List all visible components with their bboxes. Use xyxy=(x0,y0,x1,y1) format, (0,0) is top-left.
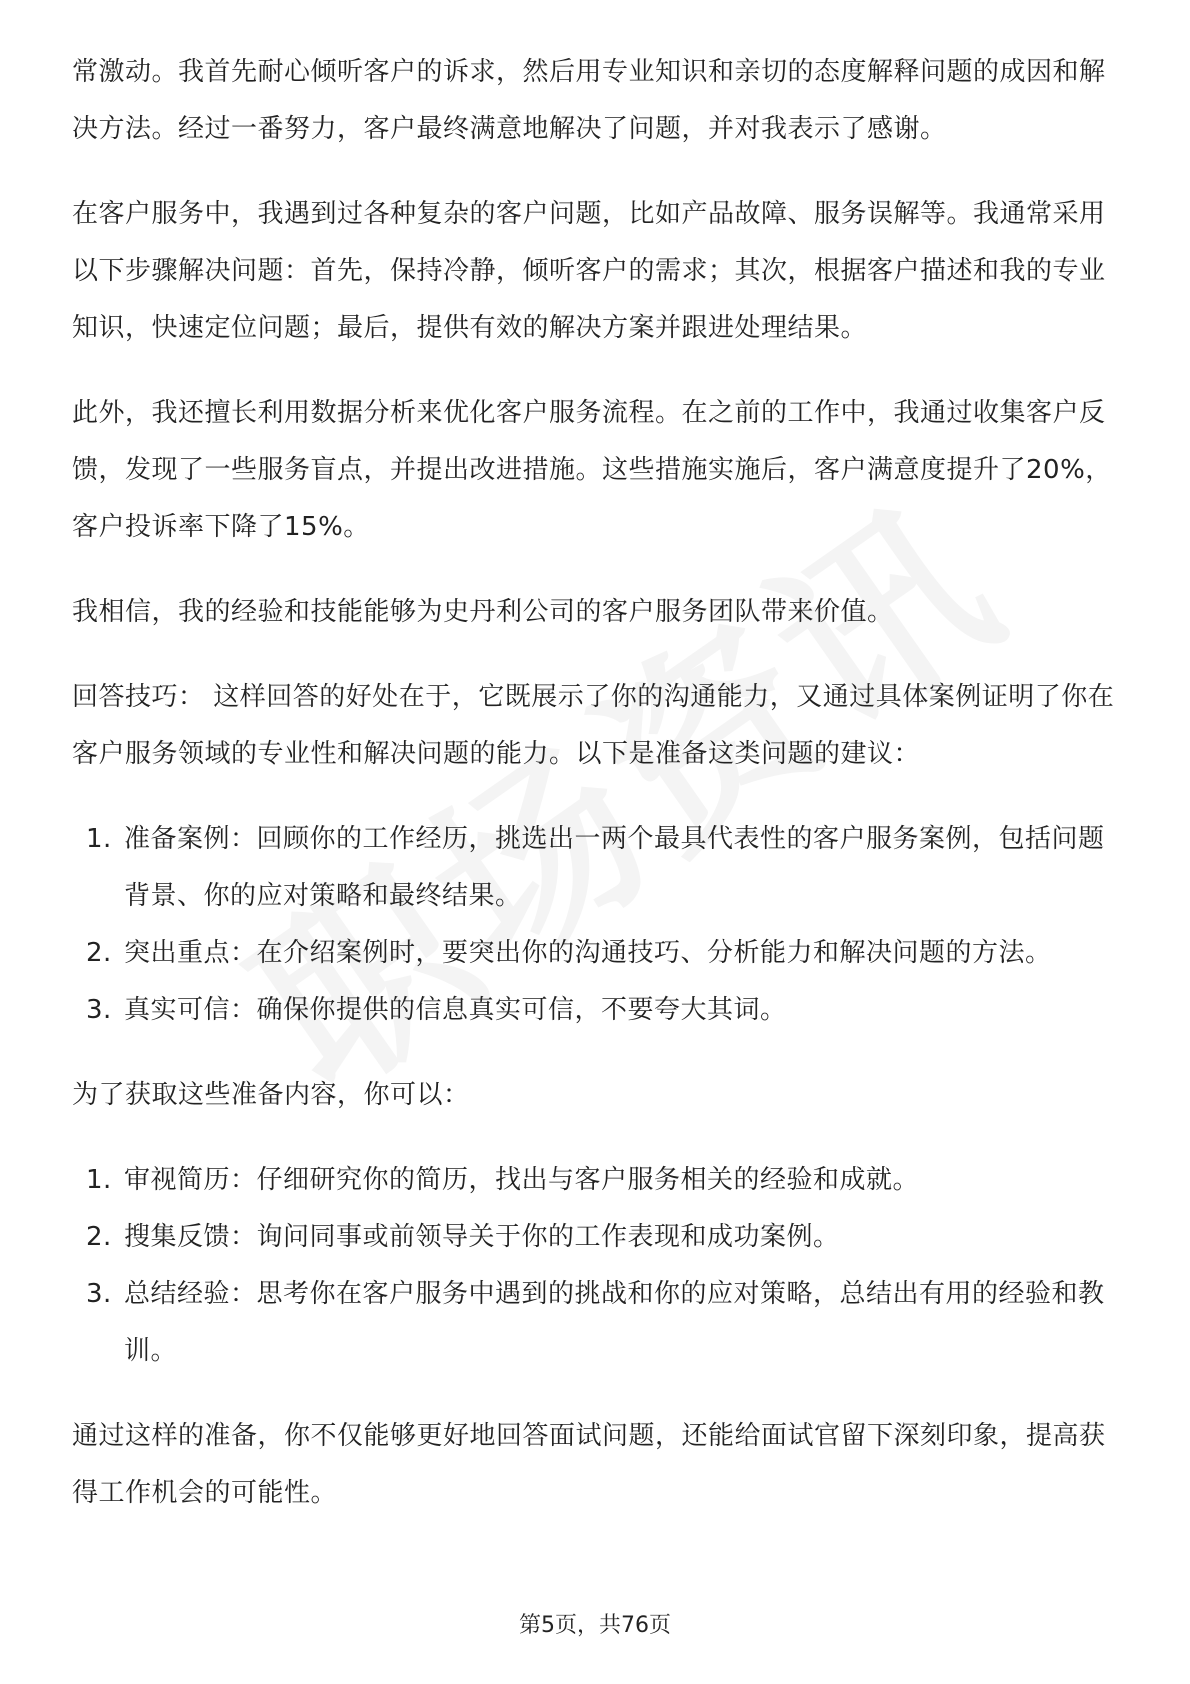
list-item xyxy=(72,1209,1122,1266)
list-item-text: 准备案例：回顾你的工作经历，挑选出一两个最具代表性的客户服务案例，包括问题背景、你的应对策略和最终结果。 xyxy=(124,824,1105,911)
paragraph-2: 在客户服务中，我遇到过各种复杂的客户问题，比如产品故障、服务误解等。我通常采用以下步骤解决问题：首先，保持冷静，倾听客户的需求；其次，根据客户描述和我的专业知识，快速定位问题；最后，提供有效的解决方案并跟进处理结果。 xyxy=(72,199,1106,343)
paragraph-3: 此外，我还擅长利用数据分析来优化客户服务流程。在之前的工作中，我通过收集客户反馈，发现了一些服务盲点，并提出改进措施。这些措施实施后，客户满意度提升了20%，客户投诉率下降了15%。 xyxy=(72,398,1112,542)
list-item-text: 总结经验：思考你在客户服务中遇到的挑战和你的应对策略，总结出有用的经验和教训。 xyxy=(124,1279,1105,1366)
list-item xyxy=(72,1152,1122,1209)
paragraph-6: 为了获取这些准备内容，你可以： xyxy=(72,1080,470,1110)
list-item xyxy=(72,811,1122,925)
paragraph-conclusion: 通过这样的准备，你不仅能够更好地回答面试问题，还能给面试官留下深刻印象，提高获得工作机会的可能性。 xyxy=(72,1421,1106,1508)
list-number: 3. xyxy=(86,995,112,1025)
list-item-text: 搜集反馈：询问同事或前领导关于你的工作表现和成功案例。 xyxy=(124,1222,840,1252)
list-number: 1. xyxy=(86,1165,112,1195)
list-item-text: 审视简历：仔细研究你的简历，找出与客户服务相关的经验和成就。 xyxy=(124,1165,920,1195)
page-number: 第5页，共76页 xyxy=(519,1613,671,1638)
paragraph-4: 我相信，我的经验和技能能够为史丹利公司的客户服务团队带来价值。 xyxy=(72,597,894,627)
list-number: 2. xyxy=(86,938,112,968)
list-item-text: 突出重点：在介绍案例时，要突出你的沟通技巧、分析能力和解决问题的方法。 xyxy=(124,938,1052,968)
list-number: 1. xyxy=(86,824,112,854)
list-number: 3. xyxy=(86,1279,112,1309)
list-number: 2. xyxy=(86,1222,112,1252)
list-item-text: 真实可信：确保你提供的信息真实可信，不要夸大其词。 xyxy=(124,995,787,1025)
list-item xyxy=(72,1266,1122,1380)
list-item xyxy=(72,925,1122,982)
preparation-suggestions-list xyxy=(72,811,1122,1039)
preparation-methods-list xyxy=(72,1152,1122,1380)
paragraph-1: 常激动。我首先耐心倾听客户的诉求，然后用专业知识和亲切的态度解释问题的成因和解决方法。经过一番努力，客户最终满意地解决了问题，并对我表示了感谢。 xyxy=(72,57,1106,144)
page-content xyxy=(72,44,1122,1522)
list-item xyxy=(72,982,1122,1039)
paragraph-answer-tips: 回答技巧： 这样回答的好处在于，它既展示了你的沟通能力，又通过具体案例证明了你在客户服务领域的专业性和解决问题的能力。以下是准备这类问题的建议： xyxy=(72,682,1115,769)
